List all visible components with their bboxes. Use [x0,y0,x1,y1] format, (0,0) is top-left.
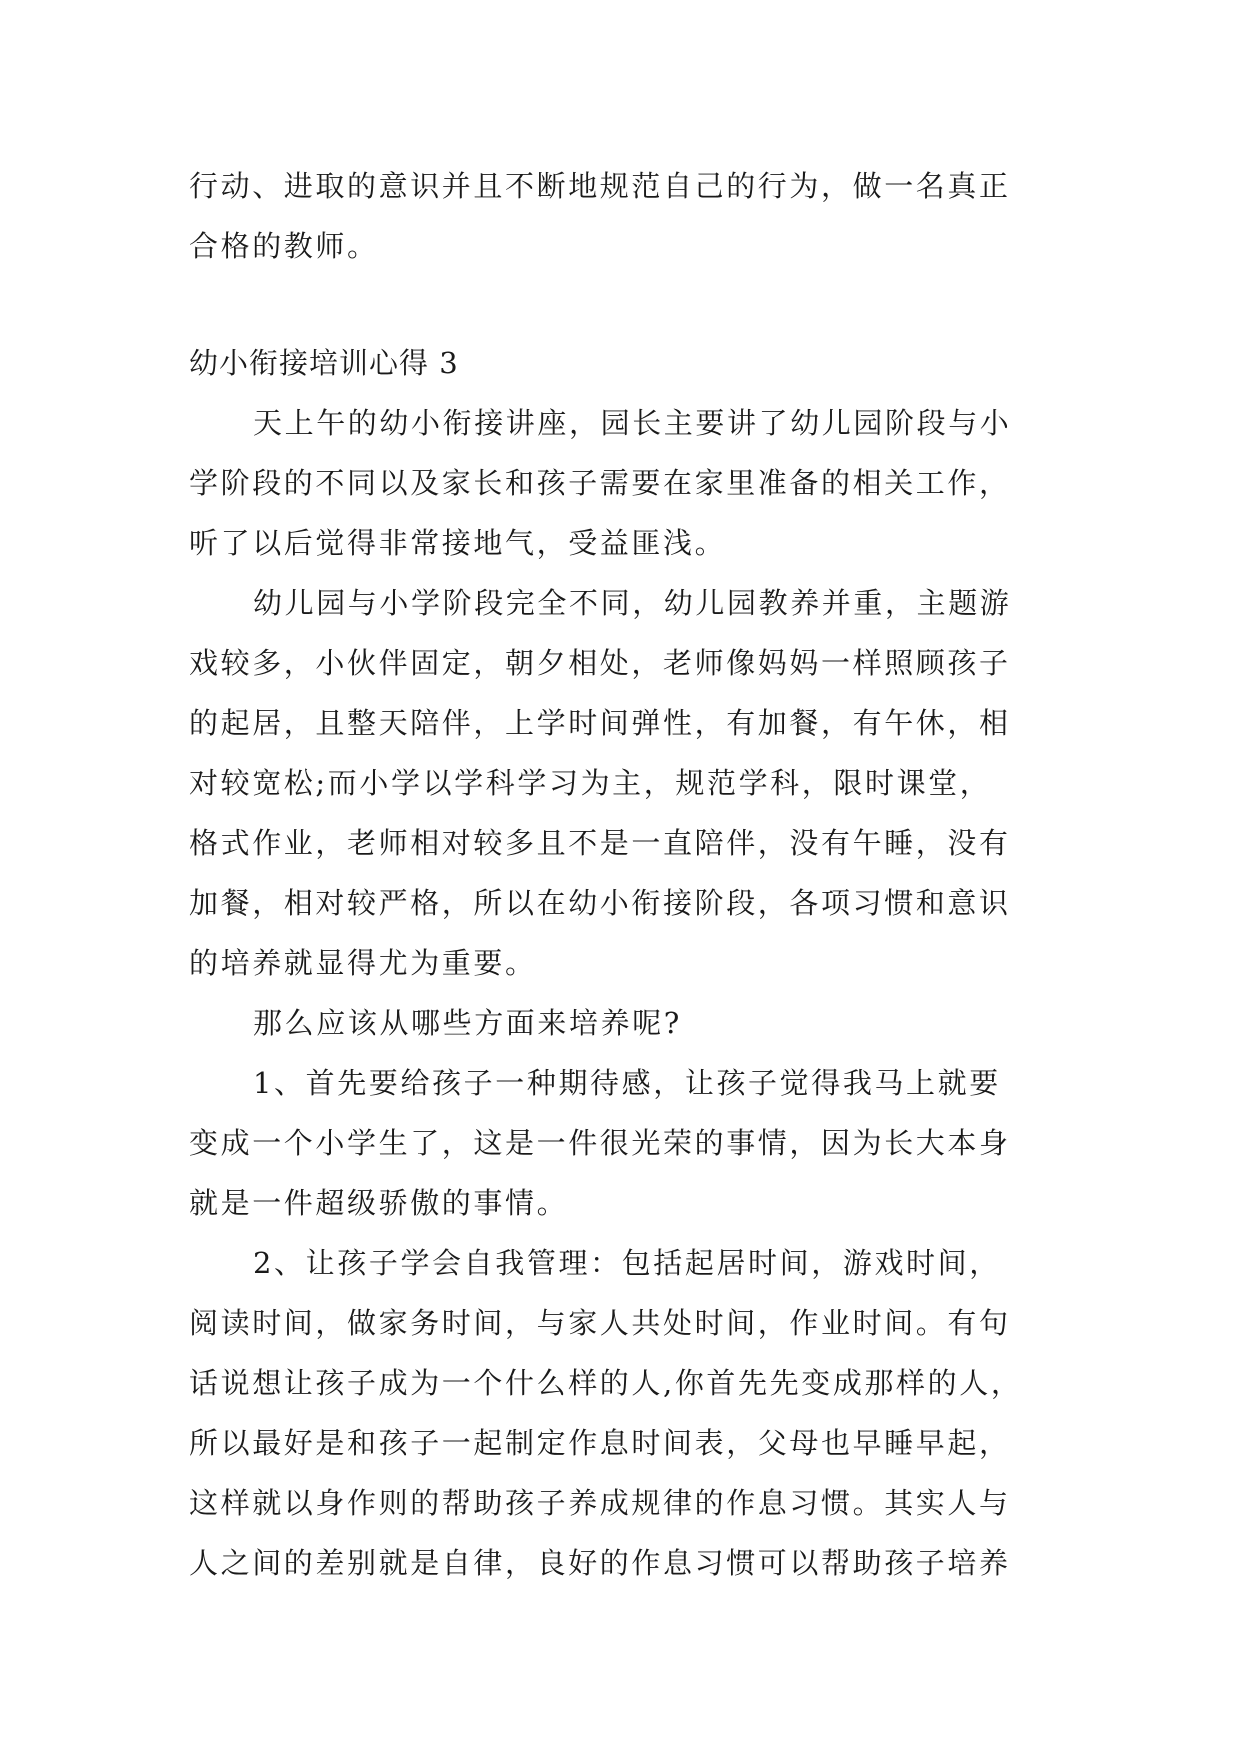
text-line: 所以最好是和孩子一起制定作息时间表，父母也早睡早起， [189,1426,1011,1460]
text-line: 话说想让孩子成为一个什么样的人,你首先先变成那样的人， [189,1366,1023,1400]
text-line: 学阶段的不同以及家长和孩子需要在家里准备的相关工作， [189,466,1011,500]
text-line: 人之间的差别就是自律，良好的作息习惯可以帮助孩子培养 [189,1546,1011,1580]
continuation-paragraph [189,156,1051,276]
text-line: 对较宽松;而小学以学科学习为主，规范学科，限时课堂， [189,766,992,800]
text-line: 的起居，且整天陪伴，上学时间弹性，有加餐，有午休，相 [189,706,1011,740]
text-line: 阅读时间，做家务时间，与家人共处时间，作业时间。有句 [189,1306,1011,1340]
text-line: 这样就以身作则的帮助孩子养成规律的作息习惯。其实人与 [189,1486,1011,1520]
text-line: 变成一个小学生了，这是一件很光荣的事情，因为长大本身 [189,1126,1011,1160]
text-line: 听了以后觉得非常接地气，受益匪浅。 [189,526,727,560]
text-line: 天上午的幼小衔接讲座，园长主要讲了幼儿园阶段与小 [253,406,1012,440]
text-line: 2、让孩子学会自我管理：包括起居时间，游戏时间， [253,1246,1001,1280]
text-line: 行动、进取的意识并且不断地规范自己的行为，做一名真正 [189,169,1011,203]
text-line: 那么应该从哪些方面来培养呢? [253,1006,682,1040]
text-line: 戏较多，小伙伴固定，朝夕相处，老师像妈妈一样照顾孩子 [189,646,1011,680]
text-line: 格式作业，老师相对较多且不是一直陪伴，没有午睡，没有 [189,826,1011,860]
text-line: 1、首先要给孩子一种期待感，让孩子觉得我马上就要 [253,1066,1001,1100]
text-line: 就是一件超级骄傲的事情。 [189,1186,569,1220]
text-line: 幼儿园与小学阶段完全不同，幼儿园教养并重，主题游 [253,586,1012,620]
section-body [189,393,1051,1593]
text-line: 加餐，相对较严格，所以在幼小衔接阶段，各项习惯和意识 [189,886,1011,920]
text-line: 合格的教师。 [189,229,379,263]
text-line: 的培养就显得尤为重要。 [189,946,537,980]
section-title: 幼小衔接培训心得 3 [189,346,459,380]
